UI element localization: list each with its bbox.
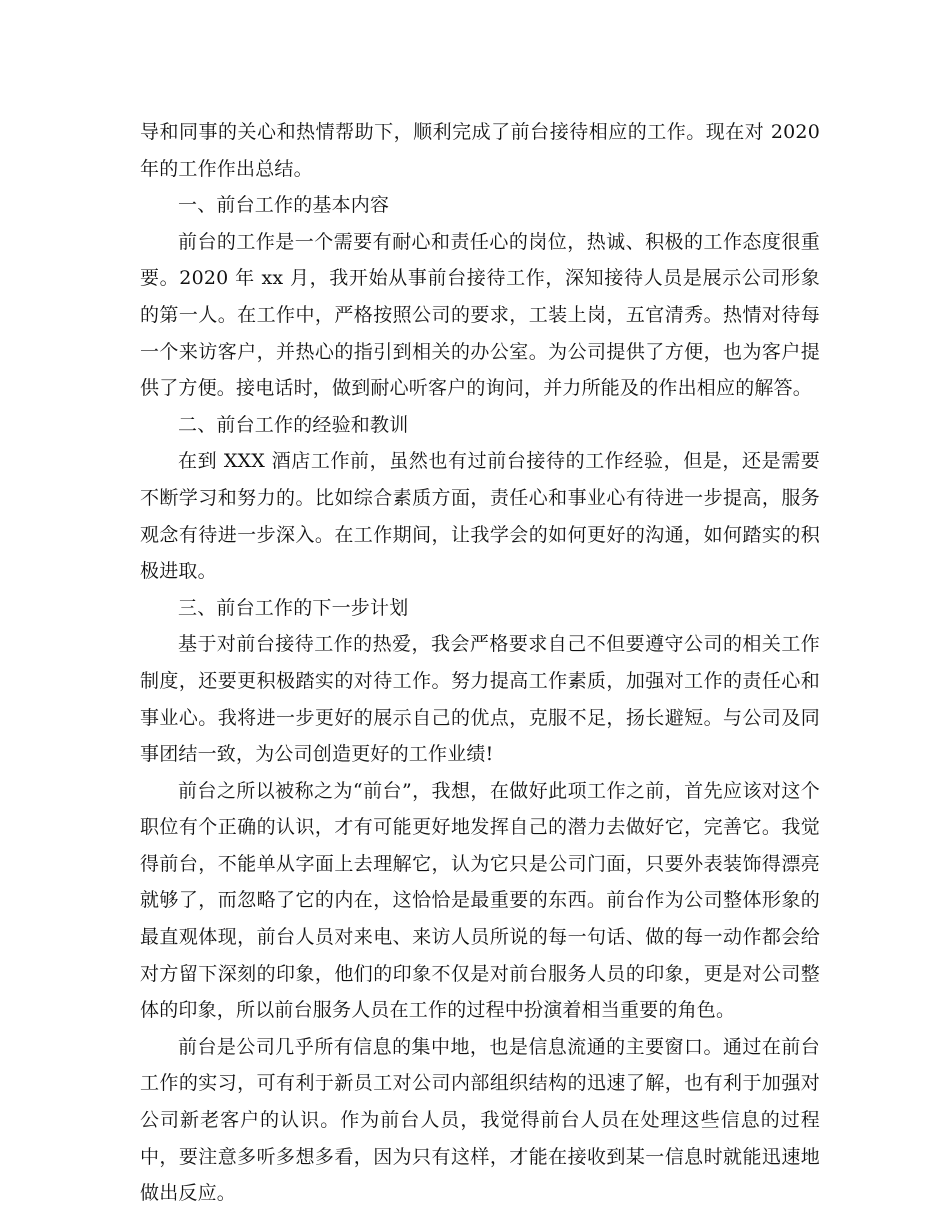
- paragraph-experience: 在到 XXX 酒店工作前，虽然也有过前台接待的工作经验，但是，还是需要不断学习和努力的。比如综合素质方面，责任心和事业心有待进一步提高，服务观念有待进一步深入。在工作期间，让我学会的如何更好的沟通，如何踏实的积极进取。: [140, 450, 820, 583]
- paragraph-information-hub: 前台是公司几乎所有信息的集中地，也是信息流通的主要窗口。通过在前台工作的实习，可有利于新员工对公司内部组织结构的迅速了解，也有利于加强对公司新老客户的认识。作为前台人员，我觉得前台人员在处理这些信息的过程中，要注意多听多想多看，因为只有这样，才能在接收到某一信息时就能迅速地做出反应。: [140, 1035, 820, 1205]
- section-heading-experience: 二、前台工作的经验和教训: [178, 413, 409, 436]
- paragraph-next-plan: 基于对前台接待工作的热爱，我会严格要求自己不但要遵守公司的相关工作制度，还要更积极踏实的对待工作。努力提高工作素质，加强对工作的责任心和事业心。我将进一步更好的展示自己的优点，克服不足，扬长避短。与公司及同事团结一致，为公司创造更好的工作业绩!: [140, 633, 820, 766]
- section-heading-basic-content: 一、前台工作的基本内容: [178, 194, 390, 217]
- paragraph-front-desk-meaning: 前台之所以被称之为“前台”，我想，在做好此项工作之前，首先应该对这个职位有个正确的认识，才有可能更好地发挥自己的潜力去做好它，完善它。我觉得前台，不能单从字面上去理解它，认为它只是公司门面，只要外表装饰得漂亮就够了，而忽略了它的内在，这恰恰是最重要的东西。前台作为公司整体形象的最直观体现，前台人员对来电、来访人员所说的每一句话、做的每一动作都会给对方留下深刻的印象，他们的印象不仅是对前台服务人员的印象，更是对公司整体的印象，所以前台服务人员在工作的过程中扮演着相当重要的角色。: [140, 779, 820, 1022]
- paragraph-intro-continued: 导和同事的关心和热情帮助下，顺利完成了前台接待相应的工作。现在对 2020 年的工作作出总结。: [140, 121, 820, 180]
- document-body: [140, 114, 820, 1212]
- section-heading-next-plan: 三、前台工作的下一步计划: [178, 596, 409, 619]
- paragraph-basic-content: 前台的工作是一个需要有耐心和责任心的岗位，热诚、积极的工作态度很重要。2020 年 xx 月，我开始从事前台接待工作，深知接待人员是展示公司形象的第一人。在工作中，严格按照公司的要求，工装上岗，五官清秀。热情对待每一个来访客户，并热心的指引到相关的办公室。为公司提供了方便，也为客户提供了方便。接电话时，做到耐心听客户的询问，并力所能及的作出相应的解答。: [140, 230, 820, 400]
